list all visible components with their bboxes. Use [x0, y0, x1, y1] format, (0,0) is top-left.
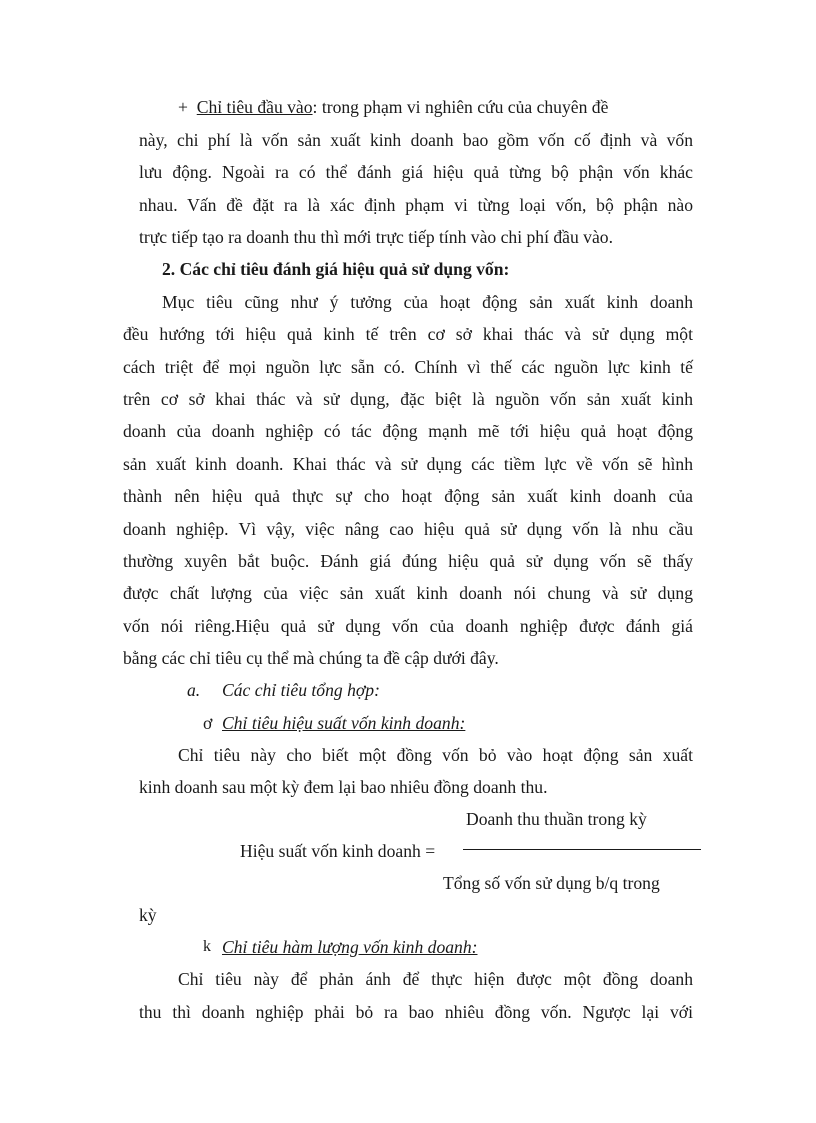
- paragraph-line: trên cơ sở khai thác và sử dụng, đặc biệt là nguồn vốn sản xuất kinh: [123, 389, 693, 409]
- paragraph-line: Mục tiêu cũng như ý tưởng của hoạt động sản xuất kinh doanh: [162, 292, 693, 312]
- formula-denominator: Tổng số vốn sử dụng b/q trong: [443, 873, 660, 893]
- paragraph-line: trực tiếp tạo ra doanh thu thì mới trực tiếp tính vào chi phí đầu vào.: [139, 227, 613, 247]
- paragraph-line: lưu động. Ngoài ra có thể đánh giá hiệu quả từng bộ phận vốn khác: [139, 162, 693, 182]
- paragraph-line: thường xuyên bắt buộc. Đánh giá đúng hiệu quả sử dụng vốn sẽ thấy: [123, 551, 693, 571]
- paragraph-line: Chỉ tiêu này cho biết một đồng vốn bỏ vào hoạt động sản xuất: [178, 745, 693, 765]
- paragraph-line: sản xuất kinh doanh. Khai thác và sử dụng các tiềm lực về vốn sẽ hình: [123, 454, 693, 474]
- item-bullet: ơ: [203, 713, 213, 733]
- formula-lhs: Hiệu suất vốn kinh doanh =: [240, 841, 436, 861]
- paragraph-line: thu thì doanh nghiệp phải bỏ ra bao nhiêu đồng vốn. Ngược lại với: [139, 1002, 693, 1022]
- formula-denominator-tail: kỳ: [139, 905, 157, 925]
- paragraph-line: được chất lượng của việc sản xuất kinh doanh nói chung và sử dụng: [123, 583, 693, 603]
- paragraph-line: : trong phạm vi nghiên cứu của chuyên đề: [312, 97, 609, 117]
- subsection-marker: a.: [187, 680, 201, 700]
- paragraph-line: doanh của doanh nghiệp có tác động mạnh mẽ tới hiệu quả hoạt động: [123, 421, 693, 441]
- paragraph-line: đều hướng tới hiệu quả kinh tế trên cơ sở khai thác và sử dụng một: [123, 324, 693, 344]
- paragraph-line: kinh doanh sau một kỳ đem lại bao nhiêu đồng doanh thu.: [139, 777, 548, 797]
- paragraph-line: Chỉ tiêu này để phản ánh để thực hiện được một đồng doanh: [178, 969, 693, 989]
- paragraph-line: doanh nghiệp. Vì vậy, việc nâng cao hiệu quả sử dụng vốn là nhu cầu: [123, 519, 693, 539]
- paragraph-line: thành nên hiệu quả thực sự cho hoạt động sản xuất kinh doanh của: [123, 486, 693, 506]
- fraction-bar: [463, 849, 701, 850]
- paragraph-line: vốn nói riêng.Hiệu quả sử dụng vốn của doanh nghiệp được đánh giá: [123, 616, 693, 636]
- paragraph-line: cách triệt để mọi nguồn lực sẵn có. Chính vì thế các nguồn lực kinh tế: [123, 357, 693, 377]
- subsection-title: Các chỉ tiêu tổng hợp:: [222, 680, 380, 700]
- plus-bullet: +: [178, 97, 188, 117]
- criterion-input-line: [178, 91, 608, 124]
- paragraph-line: bằng các chỉ tiêu cụ thể mà chúng ta đề cập dưới đây.: [123, 648, 499, 668]
- section-heading: 2. Các chỉ tiêu đánh giá hiệu quả sử dụng vốn:: [162, 259, 510, 279]
- term-input-criterion: Chỉ tiêu đầu vào: [196, 97, 313, 117]
- item-bullet: k: [203, 938, 211, 955]
- paragraph-line: này, chi phí là vốn sản xuất kinh doanh bao gồm vốn cố định và vốn: [139, 130, 693, 150]
- item-title: Chỉ tiêu hiệu suất vốn kinh doanh:: [222, 713, 466, 733]
- formula-numerator: Doanh thu thuần trong kỳ: [466, 809, 647, 829]
- paragraph-line: nhau. Vấn đề đặt ra là xác định phạm vi từng loại vốn, bộ phận nào: [139, 195, 693, 215]
- item-title: Chỉ tiêu hàm lượng vốn kinh doanh:: [222, 937, 478, 957]
